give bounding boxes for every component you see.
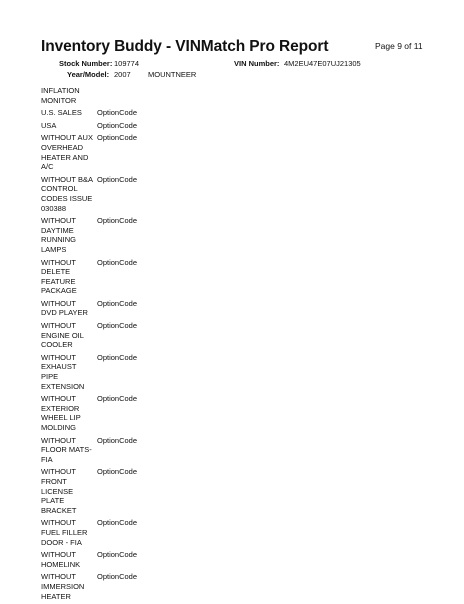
option-row: [41, 299, 181, 318]
option-name: WITHOUT FLOOR MATS- FIA: [41, 435, 92, 464]
option-row: [41, 550, 181, 569]
option-name: USA: [41, 120, 57, 130]
model-value: MOUNTNEER: [148, 70, 197, 79]
option-type: OptionCode: [97, 257, 138, 267]
option-type: OptionCode: [97, 108, 138, 118]
option-name: U.S. SALES: [41, 108, 82, 118]
option-type: OptionCode: [97, 550, 138, 560]
vin-number-label: VIN Number:: [234, 59, 280, 68]
option-type: OptionCode: [97, 216, 138, 226]
option-row: [41, 572, 181, 601]
option-type: OptionCode: [97, 352, 138, 362]
option-list: [41, 86, 181, 604]
option-row: [41, 175, 181, 213]
option-type: OptionCode: [97, 467, 138, 477]
year-value: 2007: [114, 70, 131, 79]
option-type: OptionCode: [97, 394, 138, 404]
option-name: WITHOUT AUX OVERHEAD HEATER AND A/C: [41, 133, 93, 172]
option-type: OptionCode: [97, 133, 138, 143]
option-type: OptionCode: [97, 518, 138, 528]
stock-number-value: 109774: [114, 59, 140, 68]
option-name: WITHOUT IMMERSION HEATER: [41, 572, 85, 601]
option-name: WITHOUT DELETE FEATURE PACKAGE: [41, 257, 77, 296]
option-name: WITHOUT EXTERIOR WHEEL LIP MOLDING: [41, 394, 81, 432]
option-type: OptionCode: [97, 174, 138, 184]
option-type: OptionCode: [97, 120, 138, 130]
option-name: WITHOUT FRONT LICENSE PLATE BRACKET: [41, 467, 77, 515]
year-model-label: Year/Model:: [67, 70, 110, 79]
option-row: [41, 518, 181, 547]
option-row: [41, 394, 181, 432]
option-row: [41, 216, 181, 254]
option-name: WITHOUT DAYTIME RUNNING LAMPS: [41, 216, 76, 254]
option-name: WITHOUT HOMELINK: [41, 550, 81, 569]
option-row: [41, 121, 181, 131]
option-row: [41, 86, 181, 105]
option-name: WITHOUT B&A CONTROL CODES ISSUE 030388: [41, 174, 93, 213]
option-name: INFLATION MONITOR: [41, 86, 80, 105]
option-type: [96, 86, 97, 105]
option-row: [41, 353, 181, 391]
vin-number-value: 4M2EU47E07UJ21305: [284, 59, 361, 68]
option-type: OptionCode: [97, 572, 138, 582]
option-row: [41, 467, 181, 515]
option-row: [41, 436, 181, 465]
option-name: WITHOUT EXHAUST PIPE EXTENSION: [41, 352, 85, 391]
page-number: Page 9 of 11: [375, 41, 423, 51]
option-row: [41, 258, 181, 296]
option-name: WITHOUT DVD PLAYER: [41, 298, 88, 318]
option-type: OptionCode: [97, 435, 138, 445]
option-row: [41, 133, 181, 171]
option-name: WITHOUT ENGINE OIL COOLER: [41, 321, 84, 350]
option-type: OptionCode: [97, 321, 138, 331]
option-row: [41, 108, 181, 118]
option-row: [41, 321, 181, 350]
report-title: Inventory Buddy - VINMatch Pro Report: [41, 38, 329, 55]
option-type: OptionCode: [97, 298, 138, 308]
stock-number-label: Stock Number:: [59, 59, 113, 68]
option-name: WITHOUT FUEL FILLER DOOR - FIA: [41, 518, 88, 547]
